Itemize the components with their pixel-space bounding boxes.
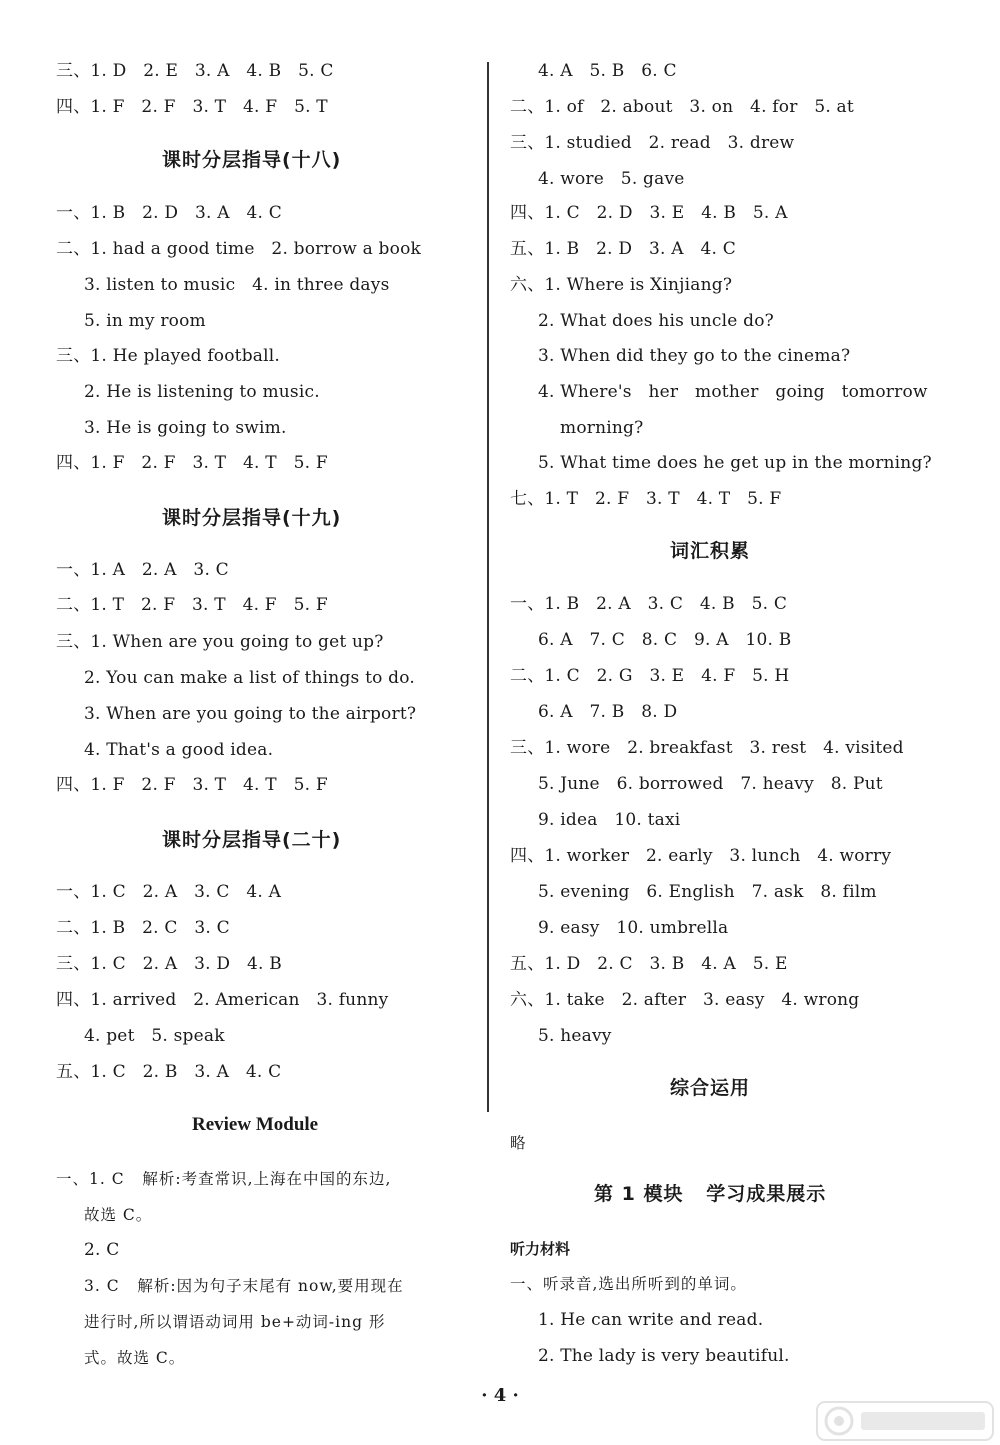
answer-line: 5. What time does he get up in the morning? <box>538 453 932 473</box>
answer-line: 二、1. had a good time 2. borrow a book <box>56 239 422 259</box>
answer-line: 3. C 解析:因为句子末尾有 now,要用现在 <box>84 1277 404 1295</box>
answer-line: 四、1. F 2. F 3. T 4. F 5. T <box>56 97 328 117</box>
answer-line: 9. idea 10. taxi <box>538 810 681 830</box>
listening-line: 1. He can write and read. <box>538 1310 764 1330</box>
answer-line: 3. He is going to swim. <box>84 418 287 438</box>
listening-line: 2. The lady is very beautiful. <box>538 1346 790 1366</box>
answer-line: 2. C <box>84 1240 120 1260</box>
answer-line: 四、1. F 2. F 3. T 4. T 5. F <box>56 775 328 795</box>
answer-line: 一、1. C 2. A 3. C 4. A <box>56 882 282 902</box>
answer-line: 二、1. T 2. F 3. T 4. F 5. F <box>56 595 328 615</box>
answer-line: 4. pet 5. speak <box>84 1026 225 1046</box>
answer-line: 三、1. wore 2. breakfast 3. rest 4. visited <box>510 738 904 758</box>
answer-line: 4. A 5. B 6. C <box>538 61 677 81</box>
answer-line: 5. evening 6. English 7. ask 8. film <box>538 882 877 902</box>
answer-line: 四、1. F 2. F 3. T 4. T 5. F <box>56 453 328 473</box>
section-heading-module-1: 第 1 模块 学习成果展示 <box>594 1183 827 1205</box>
answer-line: 六、1. Where is Xinjiang? <box>510 275 733 295</box>
answer-line: 3. When are you going to the airport? <box>84 704 417 724</box>
page-number: · 4 · <box>481 1385 519 1406</box>
answer-line: morning? <box>560 418 644 438</box>
answer-line: 三、1. studied 2. read 3. drew <box>510 133 795 153</box>
answer-line: 4. wore 5. gave <box>538 169 685 189</box>
answer-line: 四、1. worker 2. early 3. lunch 4. worry <box>510 846 892 866</box>
section-heading-application: 综合运用 <box>670 1077 751 1099</box>
answer-line: 一、1. B 2. D 3. A 4. C <box>56 203 282 223</box>
answer-line: 2. You can make a list of things to do. <box>84 668 415 688</box>
answer-line: 2. What does his uncle do? <box>538 311 774 331</box>
answer-line: 二、1. of 2. about 3. on 4. for 5. at <box>510 97 854 117</box>
answer-line: 五、1. D 2. C 3. B 4. A 5. E <box>510 954 788 974</box>
answer-line: 3. When did they go to the cinema? <box>538 346 851 366</box>
answer-line: 6. A 7. C 8. C 9. A 10. B <box>538 630 792 650</box>
listening-material-title: 听力材料 <box>510 1240 571 1258</box>
answer-line: 4. That's a good idea. <box>84 740 274 760</box>
section-heading-vocabulary: 词汇积累 <box>670 540 751 562</box>
listening-line: 一、听录音,选出所听到的单词。 <box>510 1275 747 1293</box>
answer-line: 故选 C。 <box>84 1206 153 1224</box>
answer-line: 2. He is listening to music. <box>84 382 320 402</box>
section-heading-review-module: Review Module <box>192 1114 319 1135</box>
section-heading-19: 课时分层指导(十九) <box>162 507 342 529</box>
answer-line: 二、1. C 2. G 3. E 4. F 5. H <box>510 666 790 686</box>
answer-line: 四、1. arrived 2. American 3. funny <box>56 990 389 1010</box>
section-heading-18: 课时分层指导(十八) <box>162 149 342 171</box>
answer-line: 二、1. B 2. C 3. C <box>56 918 230 938</box>
answer-line: 略 <box>510 1134 527 1152</box>
answer-line: 5. June 6. borrowed 7. heavy 8. Put <box>538 774 883 794</box>
section-heading-20: 课时分层指导(二十) <box>162 829 342 851</box>
answer-line: 3. listen to music 4. in three days <box>84 275 390 295</box>
answer-line: 三、1. C 2. A 3. D 4. B <box>56 954 282 974</box>
answer-line: 6. A 7. B 8. D <box>538 702 678 722</box>
answer-line: 七、1. T 2. F 3. T 4. T 5. F <box>510 489 782 509</box>
answer-line: 进行时,所以谓语动词用 be+动词-ing 形 <box>84 1313 386 1331</box>
answer-line: 5. heavy <box>538 1026 612 1046</box>
answer-line: 六、1. take 2. after 3. easy 4. wrong <box>510 990 860 1010</box>
answer-line: 一、1. A 2. A 3. C <box>56 560 229 580</box>
answer-line: 五、1. B 2. D 3. A 4. C <box>510 239 736 259</box>
answer-line: 5. in my room <box>84 311 206 331</box>
column-divider <box>487 62 489 1112</box>
answer-line: 式。故选 C。 <box>84 1349 186 1367</box>
answer-line: 9. easy 10. umbrella <box>538 918 729 938</box>
answer-line: 三、1. D 2. E 3. A 4. B 5. C <box>56 61 334 81</box>
answer-line: 四、1. C 2. D 3. E 4. B 5. A <box>510 203 788 223</box>
answer-line: 三、1. When are you going to get up? <box>56 632 384 652</box>
answer-line: 4. Where's her mother going tomorrow <box>538 382 928 402</box>
answer-line: 五、1. C 2. B 3. A 4. C <box>56 1062 282 1082</box>
answer-line: 一、1. B 2. A 3. C 4. B 5. C <box>510 594 788 614</box>
answer-line: 三、1. He played football. <box>56 346 281 366</box>
answer-line: 一、1. C 解析:考查常识,上海在中国的东边, <box>56 1170 392 1188</box>
